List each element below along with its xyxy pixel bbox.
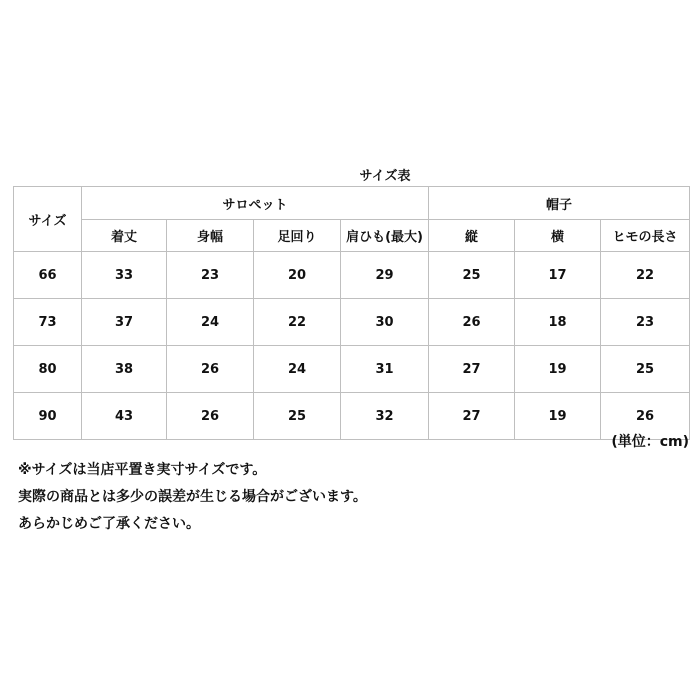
note-line: あらかじめご了承ください。 <box>18 516 200 532</box>
table-row <box>14 346 690 393</box>
cell: 26 <box>167 393 254 440</box>
size-table <box>13 186 690 440</box>
cell: 38 <box>82 346 167 393</box>
header-overall-group: サロペット <box>82 187 429 220</box>
header-strap: 肩ひも(最大) <box>341 220 429 252</box>
cell: 26 <box>601 393 690 440</box>
header-hat-group: 帽子 <box>429 187 690 220</box>
cell: 17 <box>515 252 601 299</box>
cell: 26 <box>429 299 515 346</box>
notes <box>18 459 367 540</box>
cell-size: 80 <box>14 346 82 393</box>
cell: 18 <box>515 299 601 346</box>
cell: 25 <box>254 393 341 440</box>
cell: 29 <box>341 252 429 299</box>
cell: 22 <box>254 299 341 346</box>
cell: 19 <box>515 393 601 440</box>
cell: 30 <box>341 299 429 346</box>
cell: 33 <box>82 252 167 299</box>
cell: 22 <box>601 252 690 299</box>
header-string-length: ヒモの長さ <box>601 220 690 252</box>
cell: 19 <box>515 346 601 393</box>
header-hat-width: 横 <box>515 220 601 252</box>
cell: 20 <box>254 252 341 299</box>
cell: 43 <box>82 393 167 440</box>
cell: 23 <box>601 299 690 346</box>
header-size: サイズ <box>14 187 82 252</box>
cell: 25 <box>429 252 515 299</box>
cell: 31 <box>341 346 429 393</box>
table-row <box>14 393 690 440</box>
cell-size: 66 <box>14 252 82 299</box>
cell: 26 <box>167 346 254 393</box>
header-leg-opening: 足回り <box>254 220 341 252</box>
note-line: ※サイズは当店平置き実寸サイズです。 <box>18 462 267 478</box>
cell: 24 <box>254 346 341 393</box>
header-row-groups <box>14 187 690 220</box>
cell-size: 90 <box>14 393 82 440</box>
unit-label: (単位：cm) <box>611 434 689 450</box>
table-row <box>14 252 690 299</box>
cell: 27 <box>429 346 515 393</box>
table-row <box>14 299 690 346</box>
cell: 25 <box>601 346 690 393</box>
header-length: 着丈 <box>82 220 167 252</box>
note-line: 実際の商品とは多少の誤差が生じる場合がございます。 <box>18 489 367 505</box>
header-hat-height: 縦 <box>429 220 515 252</box>
cell: 24 <box>167 299 254 346</box>
cell: 23 <box>167 252 254 299</box>
header-width: 身幅 <box>167 220 254 252</box>
cell: 37 <box>82 299 167 346</box>
header-row-columns <box>14 220 690 252</box>
cell-size: 73 <box>14 299 82 346</box>
table-title: サイズ表 <box>359 169 411 184</box>
cell: 27 <box>429 393 515 440</box>
cell: 32 <box>341 393 429 440</box>
